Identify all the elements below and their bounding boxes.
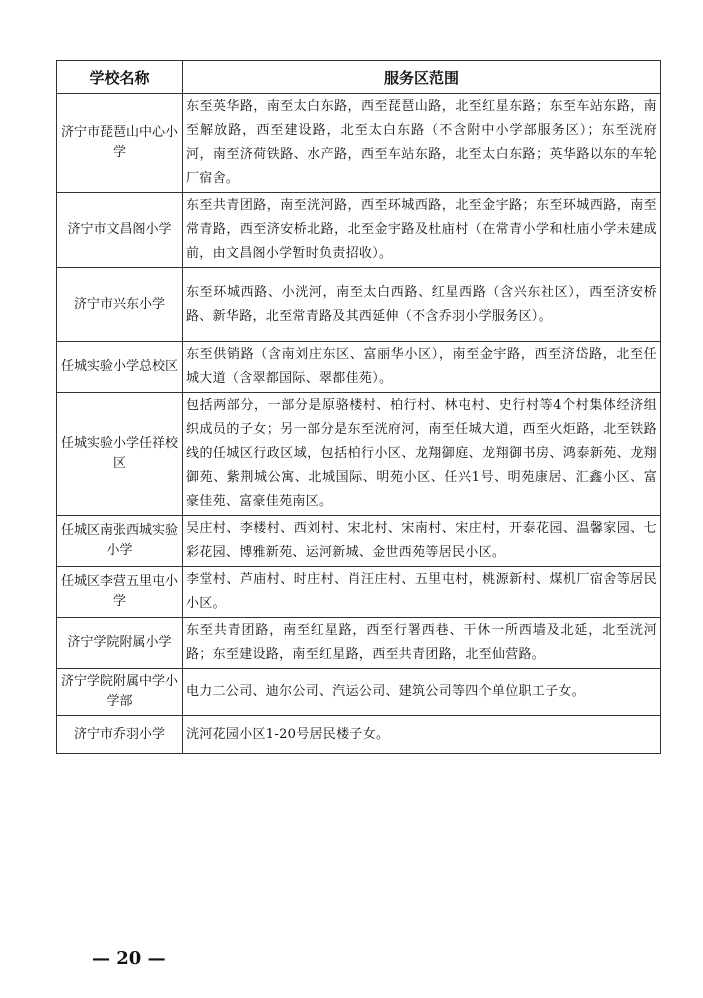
table-row <box>57 618 661 669</box>
header-school-name: 学校名称 <box>57 61 183 94</box>
school-name-cell: 任城实验小学任祥校区 <box>57 393 183 516</box>
service-area-cell: 包括两部分，一部分是原骆楼村、柏行村、林屯村、史行村等4个村集体经济组织成员的子女；另一部分是东至洸府河，南至任城大道，西至火炬路，北至铁路线的任城区行政区域，包括柏行小区、龙翔御庭、龙翔御书房、鸿泰新苑、龙翔御苑、紫荆城公寓、北城国际、明苑小区、任兴1号、明苑康居、汇鑫小区、富豪佳苑、富豪佳苑南区。 <box>183 393 661 516</box>
service-area-cell: 东至共青团路，南至洸河路，西至环城西路，北至金宇路；东至环城西路，南至常青路，西至济安桥北路，北至金宇路及杜庙村（在常青小学和杜庙小学未建成前，由文昌阁小学暂时负责招收）。 <box>183 193 661 268</box>
school-name-cell: 任城区南张西城实验小学 <box>57 516 183 567</box>
school-name-cell: 济宁学院附属小学 <box>57 618 183 669</box>
table-row <box>57 342 661 393</box>
school-name-cell: 济宁市琵琶山中心小学 <box>57 94 183 193</box>
school-name-cell: 济宁市文昌阁小学 <box>57 193 183 268</box>
service-area-cell: 东至共青团路，南至红星路，西至行署西巷、干休一所西墙及北延，北至洸河路；东至建设路，南至红星路，西至共青团路，北至仙营路。 <box>183 618 661 669</box>
table-row <box>57 567 661 618</box>
table-row <box>57 393 661 516</box>
table-header-row <box>57 61 661 94</box>
table-row <box>57 193 661 268</box>
school-name-cell: 任城实验小学总校区 <box>57 342 183 393</box>
document-page <box>56 60 660 754</box>
service-area-cell: 李堂村、芦庙村、时庄村、肖汪庄村、五里屯村，桃源新村、煤机厂宿舍等居民小区。 <box>183 567 661 618</box>
school-name-cell: 济宁市兴东小学 <box>57 268 183 342</box>
service-area-cell: 东至供销路（含南刘庄东区、富丽华小区），南至金宇路，西至济岱路，北至任城大道（含翠都国际、翠都佳苑）。 <box>183 342 661 393</box>
table-row <box>57 716 661 754</box>
service-area-cell: 洸河花园小区1-20号居民楼子女。 <box>183 716 661 754</box>
school-name-cell: 济宁学院附属中学小学部 <box>57 669 183 716</box>
school-name-cell: 任城区李营五里屯小学 <box>57 567 183 618</box>
service-area-cell: 东至英华路，南至太白东路，西至琵琶山路，北至红星东路；东至车站东路，南至解放路，西至建设路，北至太白东路（不含附中小学部服务区）；东至洸府河，南至济荷铁路、水产路，西至车站东路，北至太白东路；英华路以东的车轮厂宿舍。 <box>183 94 661 193</box>
page-number: — 20 — <box>92 948 166 969</box>
service-area-cell: 电力二公司、迪尔公司、汽运公司、建筑公司等四个单位职工子女。 <box>183 669 661 716</box>
service-area-cell: 东至环城西路、小洸河，南至太白西路、红星西路（含兴东社区），西至济安桥路、新华路，北至常青路及其西延伸（不含乔羽小学服务区）。 <box>183 268 661 342</box>
table-row <box>57 94 661 193</box>
school-name-cell: 济宁市乔羽小学 <box>57 716 183 754</box>
school-district-table <box>56 60 661 754</box>
table-row <box>57 669 661 716</box>
service-area-cell: 吴庄村、李楼村、西刘村、宋北村、宋南村、宋庄村，开泰花园、温馨家园、七彩花园、博雅新苑、运河新城、金世西苑等居民小区。 <box>183 516 661 567</box>
table-row <box>57 268 661 342</box>
header-service-area: 服务区范围 <box>183 61 661 94</box>
table-row <box>57 516 661 567</box>
